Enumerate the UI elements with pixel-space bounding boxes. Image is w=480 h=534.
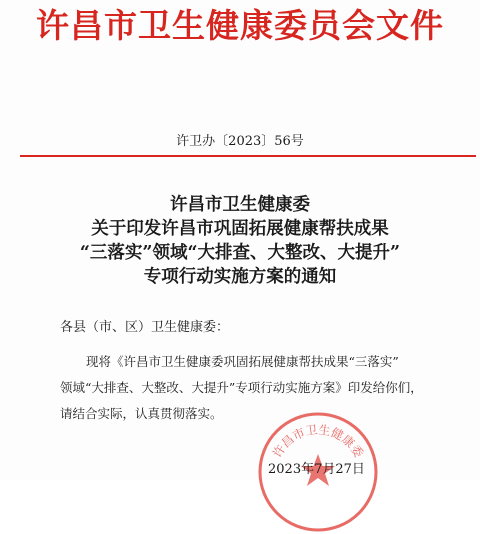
svg-text:许昌市卫生健康委: 许昌市卫生健康委 xyxy=(270,422,366,461)
document-number: 许卫办〔2023〕56号 xyxy=(176,134,304,149)
body-line: 现将《许昌市卫生健康委巩固拓展健康帮扶成果“三落实” xyxy=(86,354,399,369)
title-line: 专项行动实施方案的通知 xyxy=(143,267,337,287)
red-divider-line xyxy=(20,155,476,157)
masthead-title: 许昌市卫生健康委员会文件 xyxy=(36,6,444,45)
title-line: 关于印发许昌市巩固拓展健康帮扶成果 xyxy=(91,219,389,239)
recipient-line: 各县（市、区）卫生健康委： xyxy=(60,320,230,335)
body-line: 领域“大排查、大整改、大提升”专项行动实施方案》印发给你们， xyxy=(60,380,423,395)
body-line: 请结合实际，认真贯彻落实。 xyxy=(60,406,223,421)
document-title xyxy=(0,193,480,289)
title-line: 许昌市卫生健康委 xyxy=(170,195,310,215)
issue-date: 2023年7月27日 xyxy=(268,462,365,477)
title-line: “三落实”领域“大排查、大整改、大提升” xyxy=(79,243,401,263)
